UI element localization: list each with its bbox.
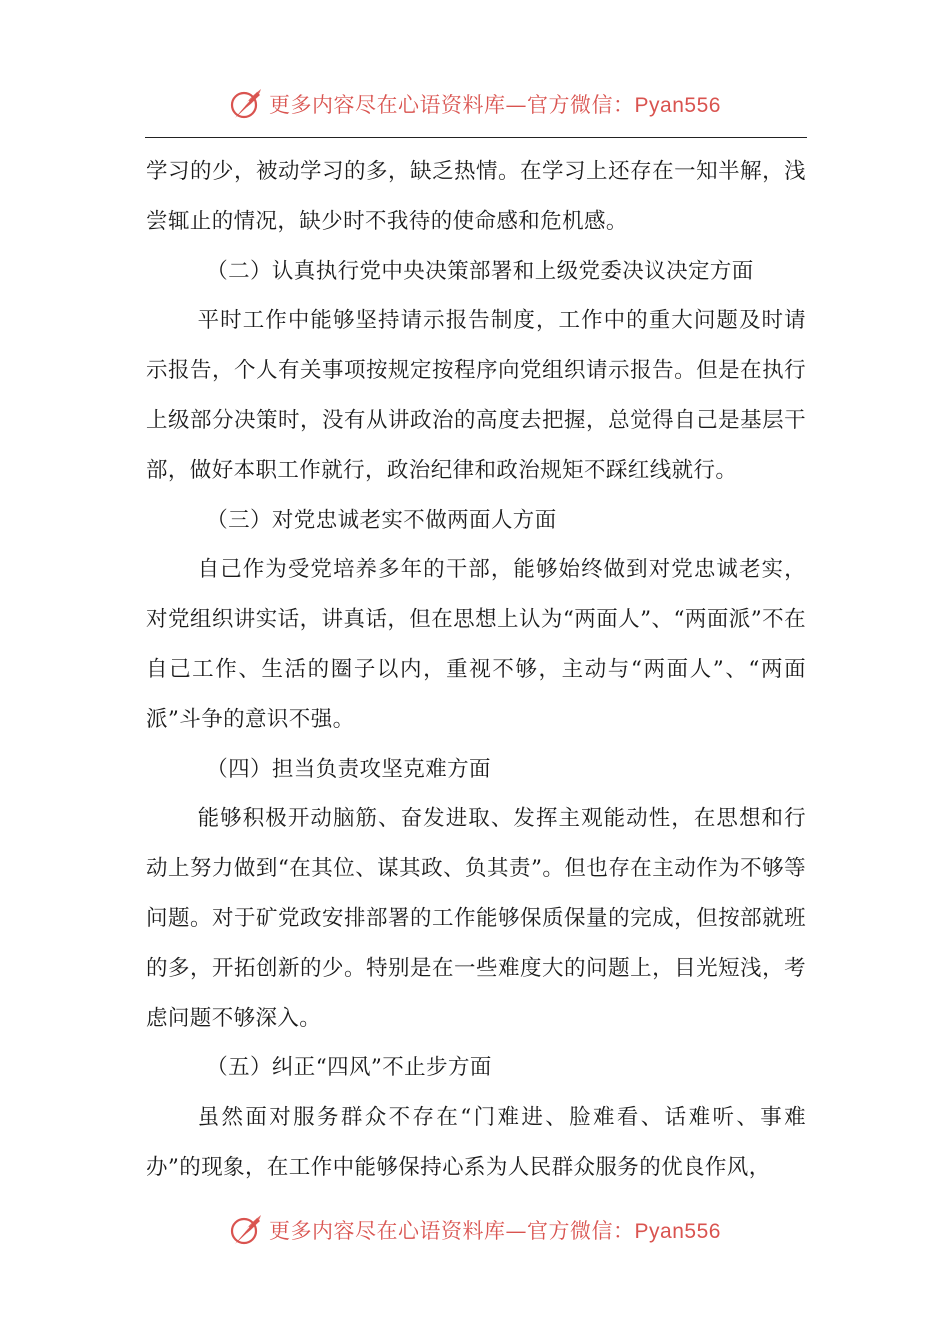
paragraph-continuation: 学习的少，被动学习的多，缺乏热情。在学习上还存在一知半解，浅尝辄止的情况，缺少时不我待的使命感和危机感。	[146, 159, 806, 234]
document-body	[146, 147, 806, 1193]
body-paragraph: 平时工作中能够坚持请示报告制度，工作中的重大问题及时请示报告，个人有关事项按规定按程序向党组织请示报告。但是在执行上级部分决策时，没有从讲政治的高度去把握，总觉得自己是基层干部，做好本职工作就行，政治纪律和政治规矩不踩红线就行。	[146, 308, 806, 483]
body-paragraph: 能够积极开动脑筋、奋发进取、发挥主观能动性，在思想和行动上努力做到“在其位、谋其政、负其责”。但也存在主动作为不够等问题。对于矿党政安排部署的工作能够保质保量的完成，但按部就班的多，开拓创新的少。特别是在一些难度大的问题上，目光短浅，考虑问题不够深入。	[146, 806, 806, 1031]
body-paragraph: 虽然面对服务群众不存在“门难进、脸难看、话难听、事难办”的现象，在工作中能够保持心系为人民群众服务的优良作风，	[146, 1105, 806, 1180]
section-heading-2: （二）认真执行党中央决策部署和上级党委决议决定方面	[206, 258, 754, 284]
body-paragraph: 自己作为受党培养多年的干部，能够始终做到对党忠诚老实，对党组织讲实话，讲真话，但在思想上认为“两面人”、“两面派”不在自己工作、生活的圈子以内，重视不够，主动与“两面人”、“两面派”斗争的意识不强。	[146, 557, 806, 732]
feather-pen-logo-icon	[229, 1212, 265, 1248]
footer-banner	[0, 1210, 950, 1250]
section-heading-5: （五）纠正“四风”不止步方面	[206, 1055, 492, 1081]
header-banner-text: 更多内容尽在心语资料库—官方微信：Pyan556	[269, 93, 721, 117]
feather-pen-logo-icon	[229, 86, 265, 122]
section-heading-4: （四）担当负责攻坚克难方面	[206, 756, 491, 782]
header-banner	[0, 84, 950, 124]
footer-banner-text: 更多内容尽在心语资料库—官方微信：Pyan556	[269, 1219, 721, 1243]
section-heading-3: （三）对党忠诚老实不做两面人方面	[206, 507, 557, 533]
header-divider	[145, 137, 807, 138]
